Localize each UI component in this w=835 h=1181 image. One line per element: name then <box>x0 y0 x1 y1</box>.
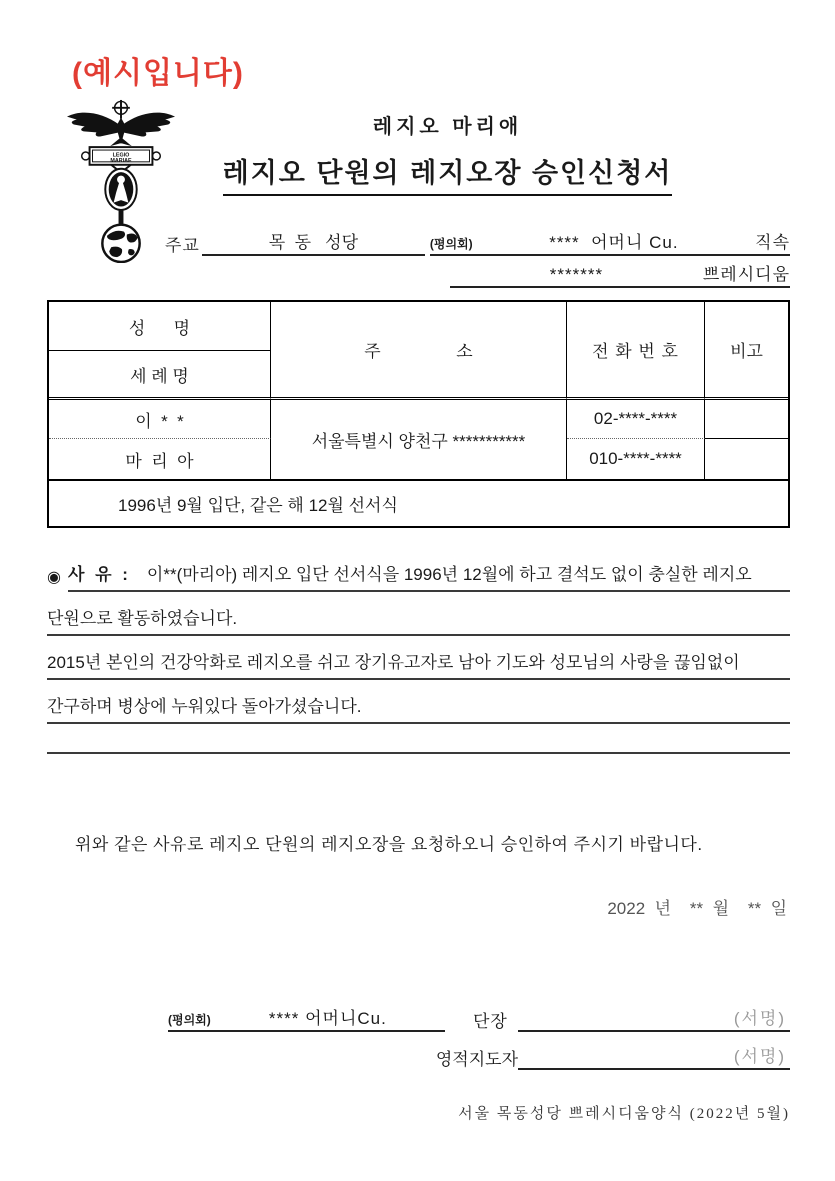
reason-first-line <box>68 560 790 592</box>
praesidium-field <box>450 260 790 288</box>
cell-phone-home: 02-****-**** <box>567 400 705 439</box>
spiritual-label: 영적지도자 <box>435 1050 518 1069</box>
reason-text-4: 간구하며 병상에 누워있다 돌아가셨습니다. <box>47 697 362 716</box>
header-phone: 전 화 번 호 <box>567 302 705 400</box>
header-note: 비고 <box>705 302 788 400</box>
member-info-table <box>47 300 790 528</box>
header-name: 성 명 <box>49 302 271 351</box>
council-field <box>430 228 790 256</box>
header-baptismal: 세 례 명 <box>49 351 271 400</box>
document-header <box>180 110 715 196</box>
parish-field: 목 동 성당 <box>202 228 425 256</box>
cell-baptismal: 마 리 아 <box>49 439 271 479</box>
reason-line <box>47 556 790 592</box>
logo-plaque-text-2: MARIAE <box>110 157 132 164</box>
reason-text-1: 이**(마리아) 레지오 입단 선서식을 1996년 12월에 하고 결석도 없이 충실한 레지오 <box>146 565 752 584</box>
bishop-label: 주교 <box>165 236 200 255</box>
signature-section <box>47 1001 790 1070</box>
request-statement: 위와 같은 사유로 레지오 단원의 레지오장을 요청하오니 승인하여 주시기 바랍니다. <box>75 835 703 854</box>
praesidium-row <box>47 261 790 288</box>
spiritual-sign-placeholder: (서명) <box>733 1047 786 1066</box>
reason-label: 사 유 : <box>67 565 131 584</box>
cell-note-2 <box>705 439 788 479</box>
organization-name: 레지오 마리애 <box>372 116 523 138</box>
reason-line-empty <box>47 724 790 754</box>
cell-phone-mobile: 010-****-**** <box>567 439 705 479</box>
form-header-fields <box>47 229 790 288</box>
reason-text-2: 단원으로 활동하였습니다. <box>47 609 238 628</box>
leader-signature-row <box>47 1001 790 1032</box>
leader-signature-line <box>518 1004 790 1032</box>
council-value-2: **** 어머니Cu. <box>268 1009 387 1028</box>
cell-note-1 <box>705 400 788 439</box>
reason-line <box>47 680 790 724</box>
council-label: (평의회) <box>429 237 473 251</box>
direct-label: 직속 <box>755 233 790 252</box>
spiritual-signature-row <box>47 1039 790 1070</box>
example-notice: (예시입니다) <box>72 57 244 90</box>
header-address: 주 소 <box>271 302 567 400</box>
cell-address: 서울특별시 양천구 *********** <box>271 400 567 479</box>
reason-section <box>47 556 790 754</box>
page-title: 레지오 단원의 레지오장 승인신청서 <box>223 151 673 196</box>
council-value: **** 어머니 Cu. <box>549 233 679 252</box>
form-version-note: 서울 목동성당 쁘레시디움양식 (2022년 5월) <box>458 1106 790 1122</box>
reason-text-3: 2015년 본인의 건강악화로 레지오를 쉬고 장기유고자로 남아 기도와 성모님의 사랑을 끊임없이 <box>47 653 740 672</box>
reason-line <box>47 636 790 680</box>
cell-name: 이 * * <box>49 400 271 439</box>
reason-line <box>47 592 790 636</box>
leader-label: 단장 <box>473 1012 508 1031</box>
leader-sign-placeholder: (서명) <box>733 1009 786 1028</box>
praesidium-value: ******* <box>549 265 604 284</box>
parish-council-row <box>47 229 790 256</box>
logo-plaque-text-1: LEGIO <box>112 152 130 159</box>
date-line: 2022 년 ** 월 ** 일 <box>607 899 787 918</box>
cell-history: 1996년 9월 입단, 같은 해 12월 선서식 <box>49 479 788 526</box>
spiritual-signature-line <box>518 1042 790 1070</box>
council-signature-field <box>168 1004 445 1032</box>
praesidium-label: 쁘레시디움 <box>702 265 790 284</box>
council-label-2: (평의회) <box>168 1013 211 1027</box>
bullet-icon: ◉ <box>47 569 61 586</box>
